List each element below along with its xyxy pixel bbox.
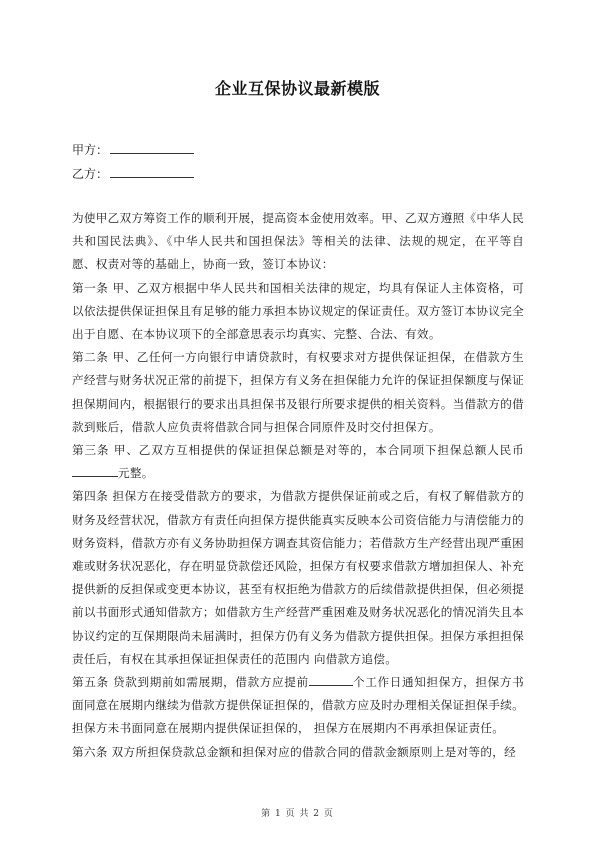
workdays-blank [309, 673, 353, 686]
article-3-text: 第三条 甲、乙双方互相提供的保证担保总额是对等的，本合同项下担保总额人民币 [72, 443, 524, 458]
article-5 [72, 671, 524, 741]
page-footer: 第 1 页 共 2 页 [261, 809, 334, 819]
party-b-line [72, 166, 194, 182]
article-3 [72, 439, 524, 485]
party-b-blank [110, 166, 194, 178]
party-a-line [72, 142, 194, 158]
article-4: 第四条 担保方在接受借款方的要求，为借款方提供保证前或之后，有权了解借款方的财务及经营状况，借款方有责任向担保方提供能真实反映本公司资信能力与清偿能力的财务资料，借款方亦有义务协助担保方调查其资信能力；若借款方生产经营出现严重困难或财务状况恶化，存在明显贷款偿还风险，担保方有权要求借款方增加担保人、补充提供新的反担保或变更本协议，甚至有权拒绝为借款方的后续借款提供担保，但必须提前以书面形式通知借款方；如借款方生产经营严重困难及财务状况恶化的情况消失且本协议约定的互保期限尚未届满时，担保方仍有义务为借款方提供担保。担保方承担担保责任后，有权在其承担保证担保责任的范围内 向借款方追偿。 [72, 489, 524, 666]
article-5-text: 第五条 贷款到期前如需展期，借款方应提前 [72, 675, 309, 690]
document-title: 企业互保协议最新模版 [214, 79, 380, 98]
party-a-blank [110, 142, 194, 154]
party-b-label: 乙方： [72, 167, 109, 181]
article-5-rest: 个工作日通知担保方，担保方书面同意在展期内继续为借款方提供保证担保的，借款方应及时办理相关保证担保手续。担保方未书面同意在展期内提供保证担保的， 担保方在展期内不再承担保证责任。 [72, 675, 525, 736]
article-3-suffix: 元整。 [118, 466, 154, 481]
intro-paragraph: 为使甲乙双方筹资工作的顺利开展，提高资本金使用效率。甲、乙双方遵照《中华人民共和国民法典》、《中华人民共和国担保法》等相关的法律、法规的规定，在平等自愿、权责对等的基础上，协商一致，签订本协议： [72, 211, 524, 272]
article-6: 第六条 双方所担保贷款总金额和担保对应的借款合同的借款金额原则上是对等的，经 [72, 744, 517, 759]
agreement-body [72, 207, 524, 764]
amount-blank [72, 464, 118, 477]
article-2: 第二条 甲、乙任何一方向银行申请贷款时，有权要求对方提供保证担保，在借款方生产经营与财务状况正常的前提下，担保方有义务在担保能力允许的保证担保额度与保证担保期间内，根据银行的要求出具担保书及银行所要求提供的相关资料。当借款方的借款到账后，借款人应负责将借款合同与担保合同原件及时交付担保方。 [72, 350, 524, 434]
article-1: 第一条 甲、乙双方根据中华人民共和国相关法律的规定，均具有保证人主体资格，可以依法提供保证担保且有足够的能力承担本协议规定的保证责任。双方签订本协议完全出于自愿、在本协议项下的全部意思表示均真实、完整、合法、有效。 [72, 280, 524, 342]
party-a-label: 甲方： [72, 143, 109, 157]
